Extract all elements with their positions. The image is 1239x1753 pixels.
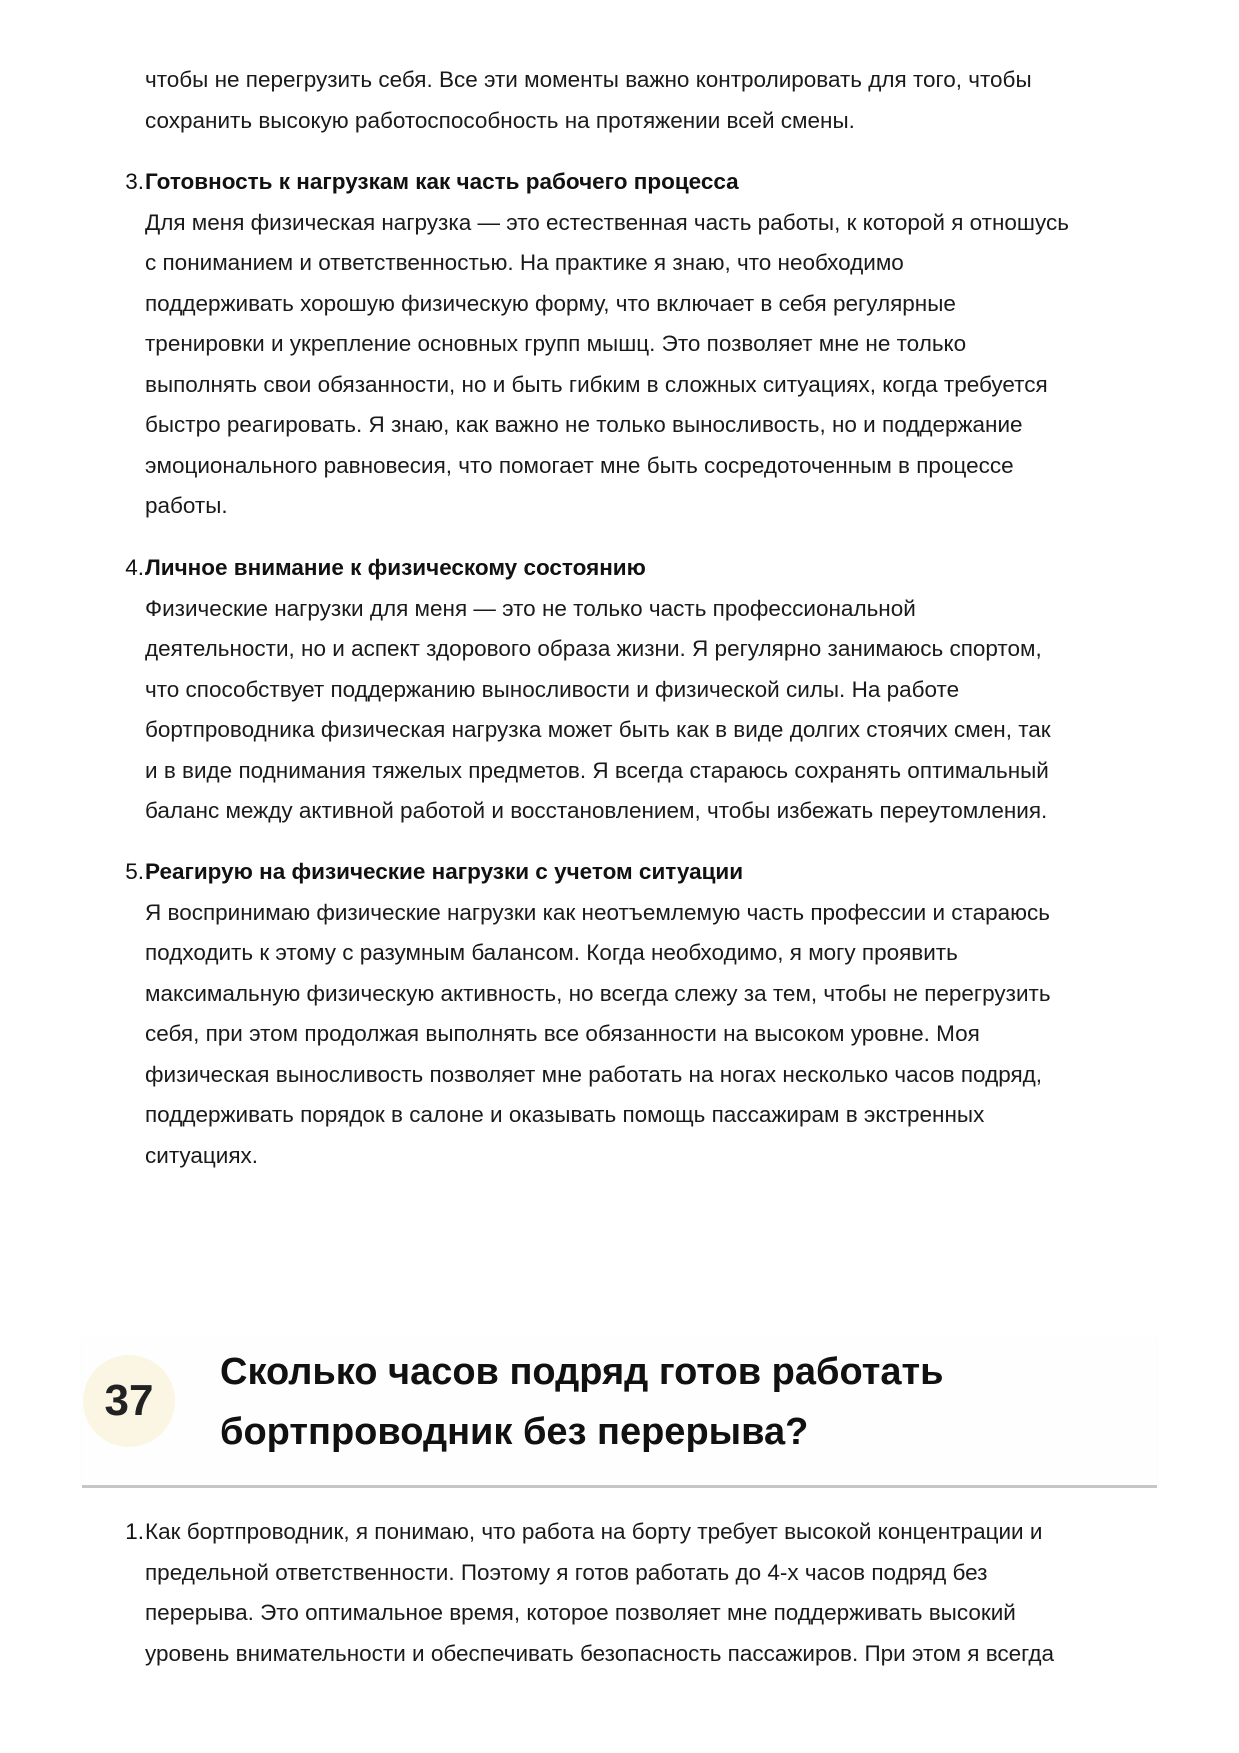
intro-paragraph	[145, 60, 1165, 141]
section-divider	[82, 1485, 1157, 1488]
list-number: 3.	[125, 169, 144, 194]
text-line: бортпроводника физическая нагрузка может быть как в виде долгих стоячих смен, так	[145, 717, 1051, 742]
text-line: выполнять свои обязанности, но и быть гибким в сложных ситуациях, когда требуется	[145, 371, 1048, 397]
section-title-line: Сколько часов подряд готов работать	[220, 1351, 944, 1393]
text-line: быстро реагировать. Я знаю, как важно не только выносливость, но и поддержание	[145, 412, 1023, 437]
section-title-line: бортпроводник без перерыва?	[220, 1411, 809, 1453]
text-line: работы.	[145, 493, 228, 518]
text-line: Для меня физическая нагрузка — это естественная часть работы, к которой я отношусь	[145, 209, 1069, 235]
list-item-title: Готовность к нагрузкам как часть рабочего процесса	[145, 169, 739, 194]
text-line: деятельности, но и аспект здорового образа жизни. Я регулярно занимаюсь спортом,	[145, 636, 1042, 661]
text-line: предельной ответственности. Поэтому я готов работать до 4-х часов подряд без	[145, 1559, 988, 1585]
text-line: Физические нагрузки для меня — это не только часть профессиональной	[145, 595, 916, 621]
list-item-title: Реагирую на физические нагрузки с учетом ситуации	[145, 859, 744, 884]
list-number: 1.	[125, 1519, 144, 1544]
text-line: ситуациях.	[145, 1142, 259, 1168]
text-line: поддерживать порядок в салоне и оказывать помощь пассажирам в экстренных	[145, 1102, 985, 1127]
text-line: уровень внимательности и обеспечивать безопасность пассажиров. При этом я всегда	[145, 1640, 1054, 1666]
list-item-title: Личное внимание к физическому состоянию	[145, 555, 646, 580]
text-line: и в виде поднимания тяжелых предметов. Я всегда стараюсь сохранять оптимальный	[145, 757, 1049, 783]
text-line: с пониманием и ответственностью. На практике я знаю, что необходимо	[145, 250, 904, 275]
text-line: максимальную физическую активность, но всегда слежу за тем, чтобы не перегрузить	[145, 980, 1051, 1006]
text-line: сохранить высокую работоспособность на протяжении всей смены.	[145, 107, 855, 133]
text-line: что способствует поддержанию выносливости и физической силы. На работе	[145, 676, 960, 702]
text-line: подходить к этому с разумным балансом. Когда необходимо, я могу проявить	[145, 940, 958, 965]
list-number: 4.	[125, 555, 144, 580]
section-number-badge: 37	[83, 1355, 175, 1447]
list-number: 5.	[125, 859, 144, 884]
text-line: тренировки и укрепление основных групп мышц. Это позволяет мне не только	[145, 331, 967, 356]
text-line: физическая выносливость позволяет мне работать на ногах несколько часов подряд,	[145, 1061, 1043, 1087]
text-line: чтобы не перегрузить себя. Все эти моменты важно контролировать для того, чтобы	[145, 67, 1032, 92]
text-line: поддерживать хорошую физическую форму, что включает в себя регулярные	[145, 290, 956, 316]
section-title	[220, 1342, 1140, 1462]
text-line: Я воспринимаю физические нагрузки как неотъемлемую часть профессии и стараюсь	[145, 899, 1050, 925]
text-line: перерыва. Это оптимальное время, которое позволяет мне поддерживать высокий	[145, 1600, 1016, 1625]
text-line: эмоционального равновесия, что помогает мне быть сосредоточенным в процессе	[145, 452, 1014, 478]
text-line: Как бортпроводник, я понимаю, что работа на борту требует высокой концентрации и	[145, 1519, 1043, 1544]
text-line: баланс между активной работой и восстановлением, чтобы избежать переутомления.	[145, 798, 1048, 823]
text-line: себя, при этом продолжая выполнять все обязанности на высоком уровне. Моя	[145, 1021, 980, 1046]
